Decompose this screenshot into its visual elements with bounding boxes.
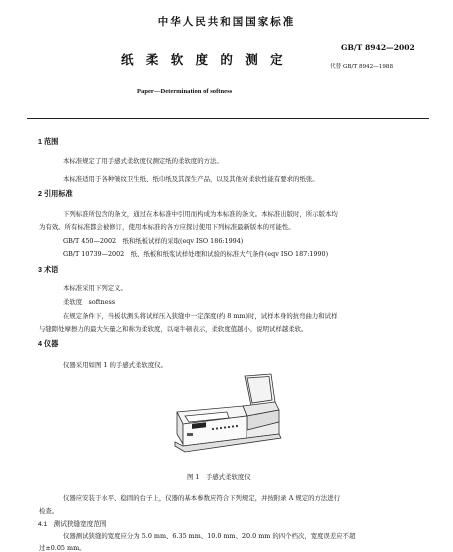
softness-tester-illustration [167, 372, 289, 464]
standard-title: 中华人民共和国国家标准 [157, 16, 296, 28]
section-3-para-1: 本标准采用下列定义。 [63, 284, 127, 292]
figure-1-caption: 图 1 手感式柔软度仪 [187, 473, 251, 481]
section-4-para-2-line-1: 仪器应安装于水平、稳固的台子上，仪器的基本参数应符合下列规定，并按附录 A 规定的方法进行 [63, 494, 341, 502]
section-1-heading: 1 范围 [38, 137, 59, 146]
section-2-heading: 2 引用标准 [38, 189, 73, 198]
section-4-1-para-line-2: 过±0.05 mm。 [39, 544, 86, 552]
header-rule [27, 118, 429, 119]
reference-2: GB/T 10739—2002 纸、纸板和纸浆试样处理和试验的标准大气条件(eqv ISO 187:1990) [63, 250, 329, 258]
reference-1: GB/T 450—2002 纸和纸板试样的采取(eqv ISO 186:1994) [63, 237, 244, 245]
section-1-para-1: 本标准规定了用手感式柔软度仪测定纸的柔软度的方法。 [63, 157, 223, 165]
section-3-heading: 3 术语 [38, 265, 59, 274]
definition-line-2: 与缝隙处摩擦力的最大矢量之和称为柔软度，以毫牛顿表示，柔软度值越小，说明试样越柔软。 [39, 325, 308, 333]
standard-code: GB/T 8942—2002 [341, 43, 415, 52]
document-title: 纸 柔 软 度 的 测 定 [121, 52, 287, 67]
section-4-para-1: 仪器采用如图 1 的手感式柔软度仪。 [63, 361, 167, 369]
replaces-note: 代替 GB/T 8942—1988 [330, 64, 394, 70]
definition-line-1: 在规定条件下，当板状测头将试样压入狭缝中一定深度(约 8 mm)时，试样本身的抗弯曲力和试样 [63, 312, 338, 320]
section-4-1-para-line-1: 仪器测试狭缝的宽度应分为 5.0 mm、6.35 mm、10.0 mm、20.0 mm 的四个档次，宽度误差应不超 [63, 532, 356, 540]
section-4-1-heading: 4.1 测试狭缝宽度范围 [38, 521, 107, 528]
term-softness: 柔软度 softness [63, 298, 116, 306]
section-4-heading: 4 仪器 [38, 339, 59, 348]
english-title: Paper—Determination of softness [137, 88, 233, 95]
section-2-para-line-2: 为有效。所有标准都会被修订，使用本标准的各方应探讨使用下列标准最新版本的可能性。 [39, 223, 295, 231]
section-2-para-line-1: 下列标准所包含的条文，通过在本标准中引用而构成为本标准的条文。本标准出版时，所示版本均 [63, 210, 338, 218]
section-1-para-2: 本标准适用于各种皱纹卫生纸、纸巾纸及其深生产品，以及其他对柔软性能有要求的纸张。 [63, 175, 319, 183]
section-4-para-2-line-2: 检查。 [39, 507, 59, 515]
